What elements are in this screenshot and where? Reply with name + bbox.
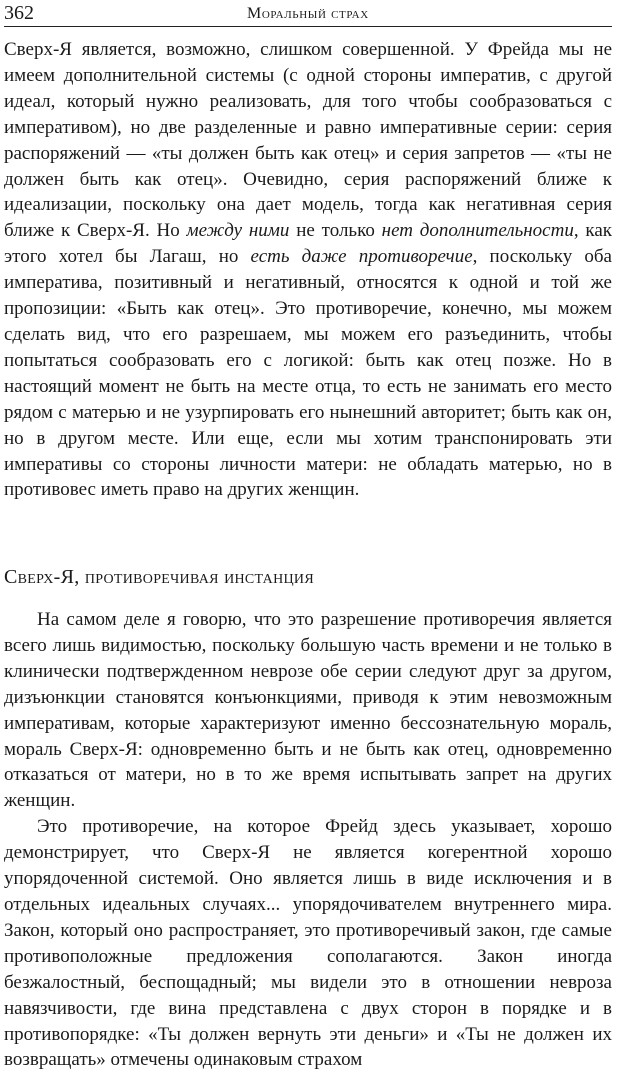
paragraph-1-italic-1: между ними (186, 220, 290, 242)
section-heading: Сверх-Я, противоречивая инстанция (4, 566, 314, 588)
header-rule (4, 26, 612, 27)
text-block-bottom (4, 607, 612, 1073)
paragraph-1-italic-2: нет дополнительности (381, 220, 574, 242)
paragraph-1-text-1: Сверх-Я является, возможно, слишком совершенной. У Фрейда мы не имеем дополнительной системы (с одной стороны императив, с другой идеал, который нужно реализовать, для того чтобы сообразоваться с императивом), но две разделенные и равно императивные серии: серия распоряжений — «ты должен быть как отец» и серия запретов — «ты не должен быть как отец». Очевидно, серия распоряжений ближе к идеализации, поскольку она дает модель, тогда как негативная серия ближе к Сверх-Я. Но (4, 39, 612, 242)
paragraph-1-text-3: , как этого хотел бы Лагаш, но (4, 220, 612, 268)
running-title: Моральный страх (247, 5, 369, 22)
paragraph-1 (4, 37, 612, 503)
running-head (4, 0, 612, 26)
paragraph-1-text-4: , поскольку оба императива, позитивный и негативный, относятся к одной и той же пропозиции: «Быть как отец». Это противоречие, конечно, мы можем сделать вид, что его разрешаем, мы можем его разъединить, чтобы попытаться сообразовать его с логикой: быть как отец позже. Но в настоящий момент не быть на месте отца, то есть не занимать его место рядом с матерью и не узурпировать его нынешний авторитет; быть как он, но в другом месте. Или еще, если мы хотим транспонировать эти императивы со стороны личности матери: не обладать матерью, но в противовес иметь право на других женщин. (4, 246, 612, 501)
paragraph-3: Это противоречие, на которое Фрейд здесь указывает, хорошо демонстрирует, что Сверх-Я не является когерентной хорошо упорядоченной системой. Оно является лишь в виде исключения и в отдельных идеальных случаях... упорядочивателем внутреннего мира. Закон, который оно распространяет, это противоречивый закон, где самые противоположные предложения сополагаются. Закон иногда безжалостный, беспощадный; мы видели это в отношении невроза навязчивости, где вина представлена с двух сторон в порядке и в противопорядке: «Ты должен вернуть эти деньги» и «Ты не должен их возвращать» отмечены одинаковым страхом (4, 816, 612, 1071)
text-block-top (4, 37, 612, 503)
paragraph-1-text-2: не только (289, 220, 382, 242)
page-number: 362 (4, 2, 34, 24)
paragraph-1-italic-3: есть даже противоречие (250, 246, 473, 268)
paragraph-2: На самом деле я говорю, что это разрешение противоречия является всего лишь видимостью, поскольку большую часть времени и не только в клинически подтвержденном неврозе обе серии следуют друг за другом, дизъюнкции становятся конъюнкциями, приводя к этим невозможным императивам, которые характеризуют именно бессознательную мораль, мораль Сверх-Я: одновременно быть и не быть как отец, одновременно отказаться от матери, но в то же время испытывать запрет на других женщин. (4, 609, 612, 812)
